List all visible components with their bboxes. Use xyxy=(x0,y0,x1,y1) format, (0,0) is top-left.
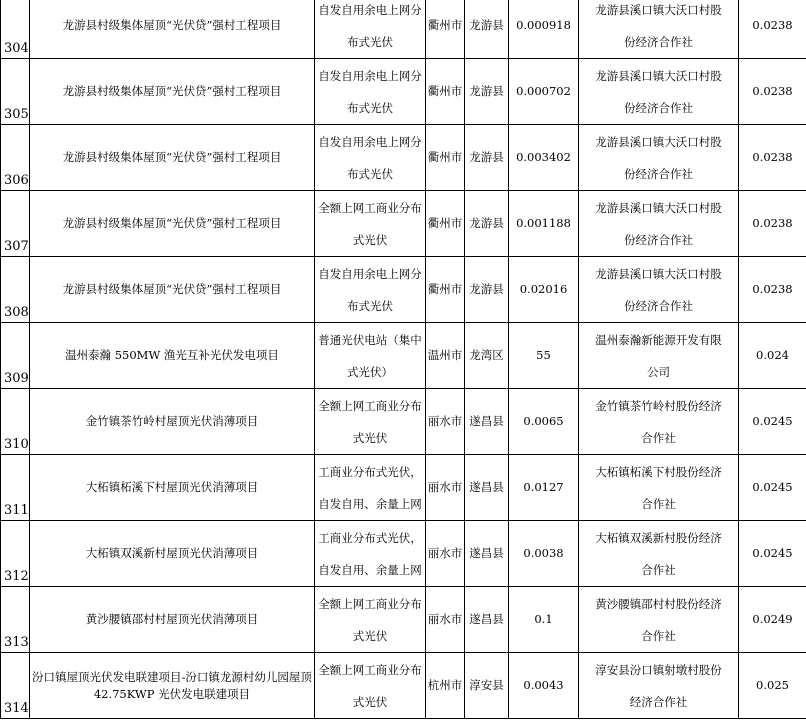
table-body xyxy=(1,0,806,719)
county-text: 遂昌县 xyxy=(469,480,504,494)
city-cell xyxy=(426,0,465,59)
city-cell xyxy=(426,653,465,719)
row-number-cell xyxy=(1,323,30,389)
owner-text: 龙游县溪口镇大沃口村股 xyxy=(595,134,722,149)
project-type-text: 式光伏 xyxy=(352,232,388,247)
project-name-cell xyxy=(30,653,315,719)
owner-text: 大柘镇双溪新村股份经济 xyxy=(595,530,722,545)
county-text: 龙游县 xyxy=(469,18,504,32)
table-row xyxy=(1,455,806,521)
price-cell xyxy=(739,0,806,59)
row-number-text: 313 xyxy=(4,635,29,650)
project-type-text: 全额上网工商业分布 xyxy=(318,200,422,215)
price-cell xyxy=(739,191,806,257)
project-name-text: 龙游县村级集体屋顶“光伏贷”强村工程项目 xyxy=(62,216,282,230)
price-cell xyxy=(739,257,806,323)
capacity-cell xyxy=(509,455,579,521)
owner-text: 金竹镇茶竹岭村股份经济 xyxy=(595,398,722,413)
county-text: 龙游县 xyxy=(469,282,504,296)
project-name-cell xyxy=(30,257,315,323)
city-cell xyxy=(426,125,465,191)
city-text: 衢州市 xyxy=(427,18,463,32)
county-cell xyxy=(465,0,509,59)
county-cell xyxy=(465,653,509,719)
row-number-cell xyxy=(1,455,30,521)
table-row xyxy=(1,125,806,191)
county-cell xyxy=(465,389,509,455)
project-type-text: 式光伏 xyxy=(352,628,388,643)
county-cell xyxy=(465,59,509,125)
capacity-cell xyxy=(509,257,579,323)
city-cell xyxy=(426,587,465,653)
project-name-cell xyxy=(30,125,315,191)
project-type-text: 式光伏 xyxy=(352,694,388,709)
project-name-text: 汾口镇屋顶光伏发电联建项目-汾口镇龙源村幼儿园屋顶 42.75KWP 光伏发电联建项目 xyxy=(32,669,312,701)
capacity-cell xyxy=(509,389,579,455)
county-text: 遂昌县 xyxy=(469,414,504,428)
owner-cell xyxy=(579,389,739,455)
price-text: 0.0245 xyxy=(752,546,793,560)
project-type-text: 自发自用、余量上网 xyxy=(318,496,422,511)
city-cell xyxy=(426,257,465,323)
owner-text: 份经济合作社 xyxy=(624,100,693,115)
capacity-cell xyxy=(509,587,579,653)
row-number-text: 308 xyxy=(4,305,29,320)
price-cell xyxy=(739,323,806,389)
owner-text: 淳安县汾口镇射墩村股份 xyxy=(595,662,722,677)
project-name-cell xyxy=(30,455,315,521)
project-type-cell xyxy=(315,125,426,191)
city-text: 丽水市 xyxy=(427,546,463,560)
project-name-text: 黄沙腰镇邵村村屋顶光伏消薄项目 xyxy=(85,612,259,626)
table-row xyxy=(1,521,806,587)
project-name-text: 大柘镇柘溪下村屋顶光伏消薄项目 xyxy=(85,480,259,494)
owner-text: 龙游县溪口镇大沃口村股 xyxy=(595,68,722,83)
city-text: 衢州市 xyxy=(427,282,463,296)
project-name-cell xyxy=(30,59,315,125)
price-cell xyxy=(739,59,806,125)
project-type-cell xyxy=(315,389,426,455)
capacity-text: 55 xyxy=(536,348,551,362)
owner-cell xyxy=(579,521,739,587)
row-number-cell xyxy=(1,389,30,455)
owner-text: 大柘镇柘溪下村股份经济 xyxy=(595,464,722,479)
project-type-text: 全额上网工商业分布 xyxy=(318,596,422,611)
project-name-text: 龙游县村级集体屋顶“光伏贷”强村工程项目 xyxy=(62,282,282,296)
price-cell xyxy=(739,125,806,191)
county-cell xyxy=(465,455,509,521)
price-text: 0.0238 xyxy=(752,216,793,230)
project-type-cell xyxy=(315,59,426,125)
capacity-text: 0.0038 xyxy=(523,546,564,560)
price-cell xyxy=(739,521,806,587)
price-text: 0.0238 xyxy=(752,282,793,296)
owner-cell xyxy=(579,59,739,125)
capacity-text: 0.001188 xyxy=(516,216,571,230)
owner-cell xyxy=(579,125,739,191)
project-name-cell xyxy=(30,389,315,455)
project-type-text: 布式光伏 xyxy=(347,100,393,115)
county-text: 龙游县 xyxy=(469,150,504,164)
capacity-text: 0.02016 xyxy=(519,282,568,296)
project-type-cell xyxy=(315,653,426,719)
project-type-text: 全额上网工商业分布 xyxy=(318,662,422,677)
table-row xyxy=(1,323,806,389)
row-number-text: 312 xyxy=(4,569,29,584)
table-row xyxy=(1,653,806,719)
owner-cell xyxy=(579,653,739,719)
project-name-text: 龙游县村级集体屋顶“光伏贷”强村工程项目 xyxy=(62,84,282,98)
owner-text: 龙游县溪口镇大沃口村股 xyxy=(595,2,722,17)
project-name-text: 金竹镇茶竹岭村屋顶光伏消薄项目 xyxy=(85,414,259,428)
owner-text: 份经济合作社 xyxy=(624,232,693,247)
project-type-text: 布式光伏 xyxy=(347,166,393,181)
project-type-text: 自发自用余电上网分 xyxy=(318,68,422,83)
price-text: 0.0238 xyxy=(752,150,793,164)
city-cell xyxy=(426,521,465,587)
owner-text: 合作社 xyxy=(641,628,676,643)
price-text: 0.025 xyxy=(756,678,789,692)
county-text: 龙游县 xyxy=(469,84,504,98)
county-text: 遂昌县 xyxy=(469,546,504,560)
row-number-text: 305 xyxy=(4,107,29,122)
project-name-text: 龙游县村级集体屋顶“光伏贷”强村工程项目 xyxy=(62,150,282,164)
city-cell xyxy=(426,323,465,389)
price-text: 0.0245 xyxy=(752,480,793,494)
capacity-cell xyxy=(509,521,579,587)
city-text: 衢州市 xyxy=(427,84,463,98)
city-text: 衢州市 xyxy=(427,150,463,164)
county-cell xyxy=(465,587,509,653)
row-number-cell xyxy=(1,125,30,191)
owner-cell xyxy=(579,587,739,653)
row-number-text: 314 xyxy=(4,701,29,716)
capacity-cell xyxy=(509,0,579,59)
price-cell xyxy=(739,653,806,719)
price-cell xyxy=(739,389,806,455)
city-text: 丽水市 xyxy=(427,612,463,626)
table-row xyxy=(1,257,806,323)
county-text: 龙游县 xyxy=(469,216,504,230)
city-cell xyxy=(426,191,465,257)
row-number-cell xyxy=(1,191,30,257)
project-name-text: 温州泰瀚 550MW 渔光互补光伏发电项目 xyxy=(65,348,279,362)
county-cell xyxy=(465,191,509,257)
project-type-text: 工商业分布式光伏， xyxy=(318,530,422,545)
project-type-text: 自发自用余电上网分 xyxy=(318,2,422,17)
owner-cell xyxy=(579,323,739,389)
capacity-text: 0.000918 xyxy=(516,18,571,32)
price-cell xyxy=(739,587,806,653)
owner-text: 份经济合作社 xyxy=(624,298,693,313)
row-number-cell xyxy=(1,521,30,587)
owner-text: 龙游县溪口镇大沃口村股 xyxy=(595,266,722,281)
price-text: 0.0249 xyxy=(752,612,793,626)
project-type-cell xyxy=(315,323,426,389)
row-number-cell xyxy=(1,653,30,719)
project-name-cell xyxy=(30,191,315,257)
capacity-cell xyxy=(509,653,579,719)
owner-text: 经济合作社 xyxy=(629,694,688,709)
table-row xyxy=(1,587,806,653)
row-number-cell xyxy=(1,59,30,125)
owner-text: 份经济合作社 xyxy=(624,34,693,49)
city-cell xyxy=(426,455,465,521)
project-name-text: 龙游县村级集体屋顶“光伏贷”强村工程项目 xyxy=(62,18,282,32)
project-type-text: 工商业分布式光伏， xyxy=(318,464,422,479)
table-row xyxy=(1,59,806,125)
capacity-cell xyxy=(509,191,579,257)
project-type-text: 式光伏 xyxy=(352,430,388,445)
city-text: 衢州市 xyxy=(427,216,463,230)
county-cell xyxy=(465,521,509,587)
project-type-cell xyxy=(315,257,426,323)
table-row xyxy=(1,389,806,455)
row-number-text: 311 xyxy=(4,503,29,518)
county-cell xyxy=(465,323,509,389)
owner-cell xyxy=(579,191,739,257)
capacity-text: 0.0065 xyxy=(523,414,564,428)
project-type-text: 式光伏） xyxy=(347,364,393,379)
owner-cell xyxy=(579,455,739,521)
project-type-cell xyxy=(315,521,426,587)
project-name-cell xyxy=(30,323,315,389)
price-cell xyxy=(739,455,806,521)
project-type-cell xyxy=(315,0,426,59)
capacity-text: 0.000702 xyxy=(516,84,571,98)
city-text: 丽水市 xyxy=(427,480,463,494)
county-cell xyxy=(465,125,509,191)
row-number-text: 307 xyxy=(4,239,29,254)
owner-text: 黄沙腰镇邵村村股份经济 xyxy=(595,596,722,611)
price-text: 0.0238 xyxy=(752,18,793,32)
table-row xyxy=(1,191,806,257)
row-number-text: 310 xyxy=(4,437,29,452)
capacity-cell xyxy=(509,59,579,125)
project-type-text: 布式光伏 xyxy=(347,298,393,313)
project-type-cell xyxy=(315,455,426,521)
city-text: 温州市 xyxy=(427,348,463,362)
project-type-text: 自发自用余电上网分 xyxy=(318,134,422,149)
project-type-cell xyxy=(315,191,426,257)
county-text: 龙湾区 xyxy=(469,348,504,362)
project-name-cell xyxy=(30,0,315,59)
owner-text: 合作社 xyxy=(641,430,676,445)
table-row xyxy=(1,0,806,59)
project-name-cell xyxy=(30,587,315,653)
project-type-text: 普通光伏电站（集中 xyxy=(318,332,422,347)
capacity-text: 0.0043 xyxy=(523,678,564,692)
project-type-text: 自发自用、余量上网 xyxy=(318,562,422,577)
capacity-text: 0.0127 xyxy=(523,480,564,494)
owner-cell xyxy=(579,257,739,323)
price-text: 0.0245 xyxy=(752,414,793,428)
county-cell xyxy=(465,257,509,323)
project-name-cell xyxy=(30,521,315,587)
owner-text: 合作社 xyxy=(641,562,676,577)
project-name-text: 大柘镇双溪新村屋顶光伏消薄项目 xyxy=(85,546,259,560)
row-number-text: 306 xyxy=(4,173,29,188)
city-text: 丽水市 xyxy=(427,414,463,428)
capacity-cell xyxy=(509,125,579,191)
project-type-text: 全额上网工商业分布 xyxy=(318,398,422,413)
county-text: 遂昌县 xyxy=(469,612,504,626)
project-type-text: 自发自用余电上网分 xyxy=(318,266,422,281)
city-cell xyxy=(426,59,465,125)
row-number-cell xyxy=(1,0,30,59)
owner-cell xyxy=(579,0,739,59)
price-text: 0.0238 xyxy=(752,84,793,98)
owner-text: 合作社 xyxy=(641,496,676,511)
row-number-cell xyxy=(1,587,30,653)
row-number-cell xyxy=(1,257,30,323)
owner-text: 份经济合作社 xyxy=(624,166,693,181)
owner-text: 温州泰瀚新能源开发有限 xyxy=(595,332,722,347)
capacity-text: 0.1 xyxy=(534,612,553,626)
project-type-cell xyxy=(315,587,426,653)
owner-text: 龙游县溪口镇大沃口村股 xyxy=(595,200,722,215)
price-text: 0.024 xyxy=(756,348,789,362)
row-number-text: 304 xyxy=(4,41,29,56)
city-text: 杭州市 xyxy=(427,678,463,692)
row-number-text: 309 xyxy=(4,371,29,386)
owner-text: 公司 xyxy=(647,364,670,379)
capacity-text: 0.003402 xyxy=(516,150,571,164)
project-type-text: 布式光伏 xyxy=(347,34,393,49)
capacity-cell xyxy=(509,323,579,389)
city-cell xyxy=(426,389,465,455)
county-text: 淳安县 xyxy=(469,678,504,692)
